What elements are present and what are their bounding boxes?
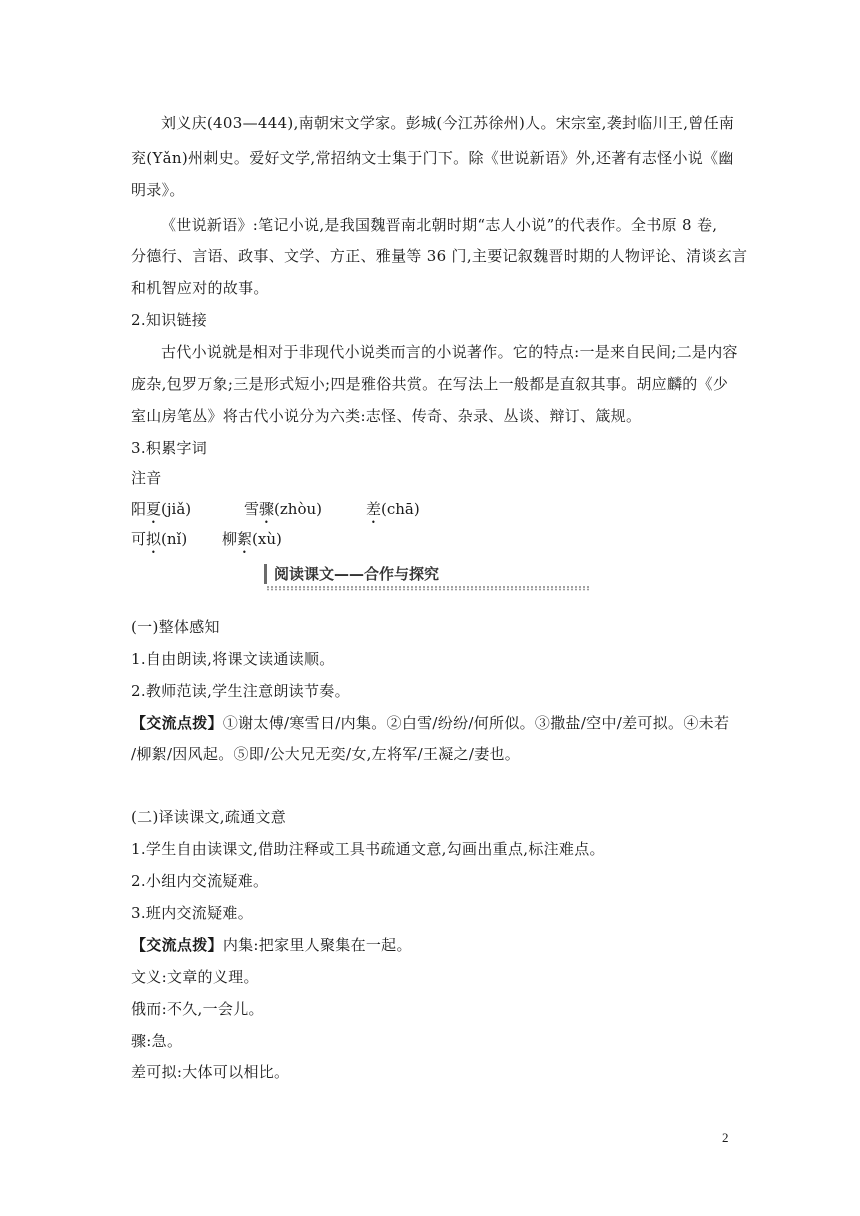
banner-dotted-rule-2 bbox=[266, 588, 590, 591]
pronunciation-subheading: 注音 bbox=[131, 469, 162, 487]
section-2-heading: 2.知识链接 bbox=[131, 311, 208, 329]
part-2-heading: (二)译读课文,疏通文意 bbox=[131, 808, 287, 826]
part-1-tip-line-2: /柳絮/因风起。⑤即/公大兄无奕/女,左将军/王凝之/妻也。 bbox=[131, 745, 521, 763]
part-2-step-1: 1.学生自由读课文,借助注释或工具书疏通文意,勾画出重点,标注难点。 bbox=[131, 840, 605, 858]
part-1-heading: (一)整体感知 bbox=[131, 618, 220, 636]
author-intro-line-3: 明录》。 bbox=[131, 181, 185, 199]
word-yangxia: 阳夏(jiǎ) bbox=[131, 500, 192, 518]
gloss-chakeni: 差可拟:大体可以相比。 bbox=[131, 1063, 290, 1081]
knowledge-line-1: 古代小说就是相对于非现代小说类而言的小说著作。它的特点:一是来自民间;二是内容 bbox=[161, 343, 738, 361]
part-1-step-1: 1.自由朗读,将课文读通读顺。 bbox=[131, 650, 335, 668]
word-liuxu: 柳絮(xù) bbox=[222, 530, 282, 548]
word-xuezhou: 雪骤(zhòu) bbox=[244, 500, 322, 518]
section-banner bbox=[258, 560, 590, 592]
part-2-step-2: 2.小组内交流疑难。 bbox=[131, 872, 269, 890]
part-1-step-2: 2.教师范读,学生注意朗读节奏。 bbox=[131, 682, 350, 700]
word-keni: 可拟(nǐ) bbox=[131, 530, 188, 548]
banner-title: 阅读课文——合作与探究 bbox=[274, 565, 440, 583]
section-3-heading: 3.积累字词 bbox=[131, 439, 208, 457]
book-intro-line-3: 和机智应对的故事。 bbox=[131, 279, 269, 297]
gloss-wenyi: 文义:文章的义理。 bbox=[131, 968, 259, 986]
knowledge-line-3: 室山房笔丛》将古代小说分为六类:志怪、传奇、杂录、丛谈、辩订、箴规。 bbox=[131, 407, 642, 425]
gloss-eer: 俄而:不久,一会儿。 bbox=[131, 1000, 264, 1018]
part-2-tip-line: 【交流点拨】内集:把家里人聚集在一起。 bbox=[131, 936, 412, 954]
page-number: 2 bbox=[722, 1130, 729, 1145]
part-1-tip-line-1: 【交流点拨】①谢太傅/寒雪日/内集。②白雪/纷纷/何所似。③撒盐/空中/差可拟。④未若 bbox=[131, 714, 730, 732]
author-intro-line-2: 兖(Yǎn)州刺史。爱好文学,常招纳文士集于门下。除《世说新语》外,还著有志怪小说《幽 bbox=[131, 149, 734, 167]
part-2-step-3: 3.班内交流疑难。 bbox=[131, 904, 254, 922]
word-cha: 差(chā) bbox=[366, 500, 420, 518]
banner-bar-decoration bbox=[264, 564, 267, 584]
book-intro-line-2: 分德行、言语、政事、文学、方正、雅量等 36 门,主要记叙魏晋时期的人物评论、清谈玄言 bbox=[131, 247, 748, 265]
gloss-zhou: 骤:急。 bbox=[131, 1032, 183, 1050]
book-intro-line-1: 《世说新语》:笔记小说,是我国魏晋南北朝时期“志人小说”的代表作。全书原 8 卷, bbox=[161, 216, 718, 234]
author-intro-line-1: 刘义庆(403—444),南朝宋文学家。彭城(今江苏徐州)人。宋宗室,袭封临川王,曾任南 bbox=[161, 114, 735, 132]
tip-label: 【交流点拨】 bbox=[131, 714, 223, 732]
tip-label: 【交流点拨】 bbox=[131, 936, 223, 954]
knowledge-line-2: 庞杂,包罗万象;三是形式短小;四是雅俗共赏。在写法上一般都是直叙其事。胡应麟的《少 bbox=[131, 375, 729, 393]
